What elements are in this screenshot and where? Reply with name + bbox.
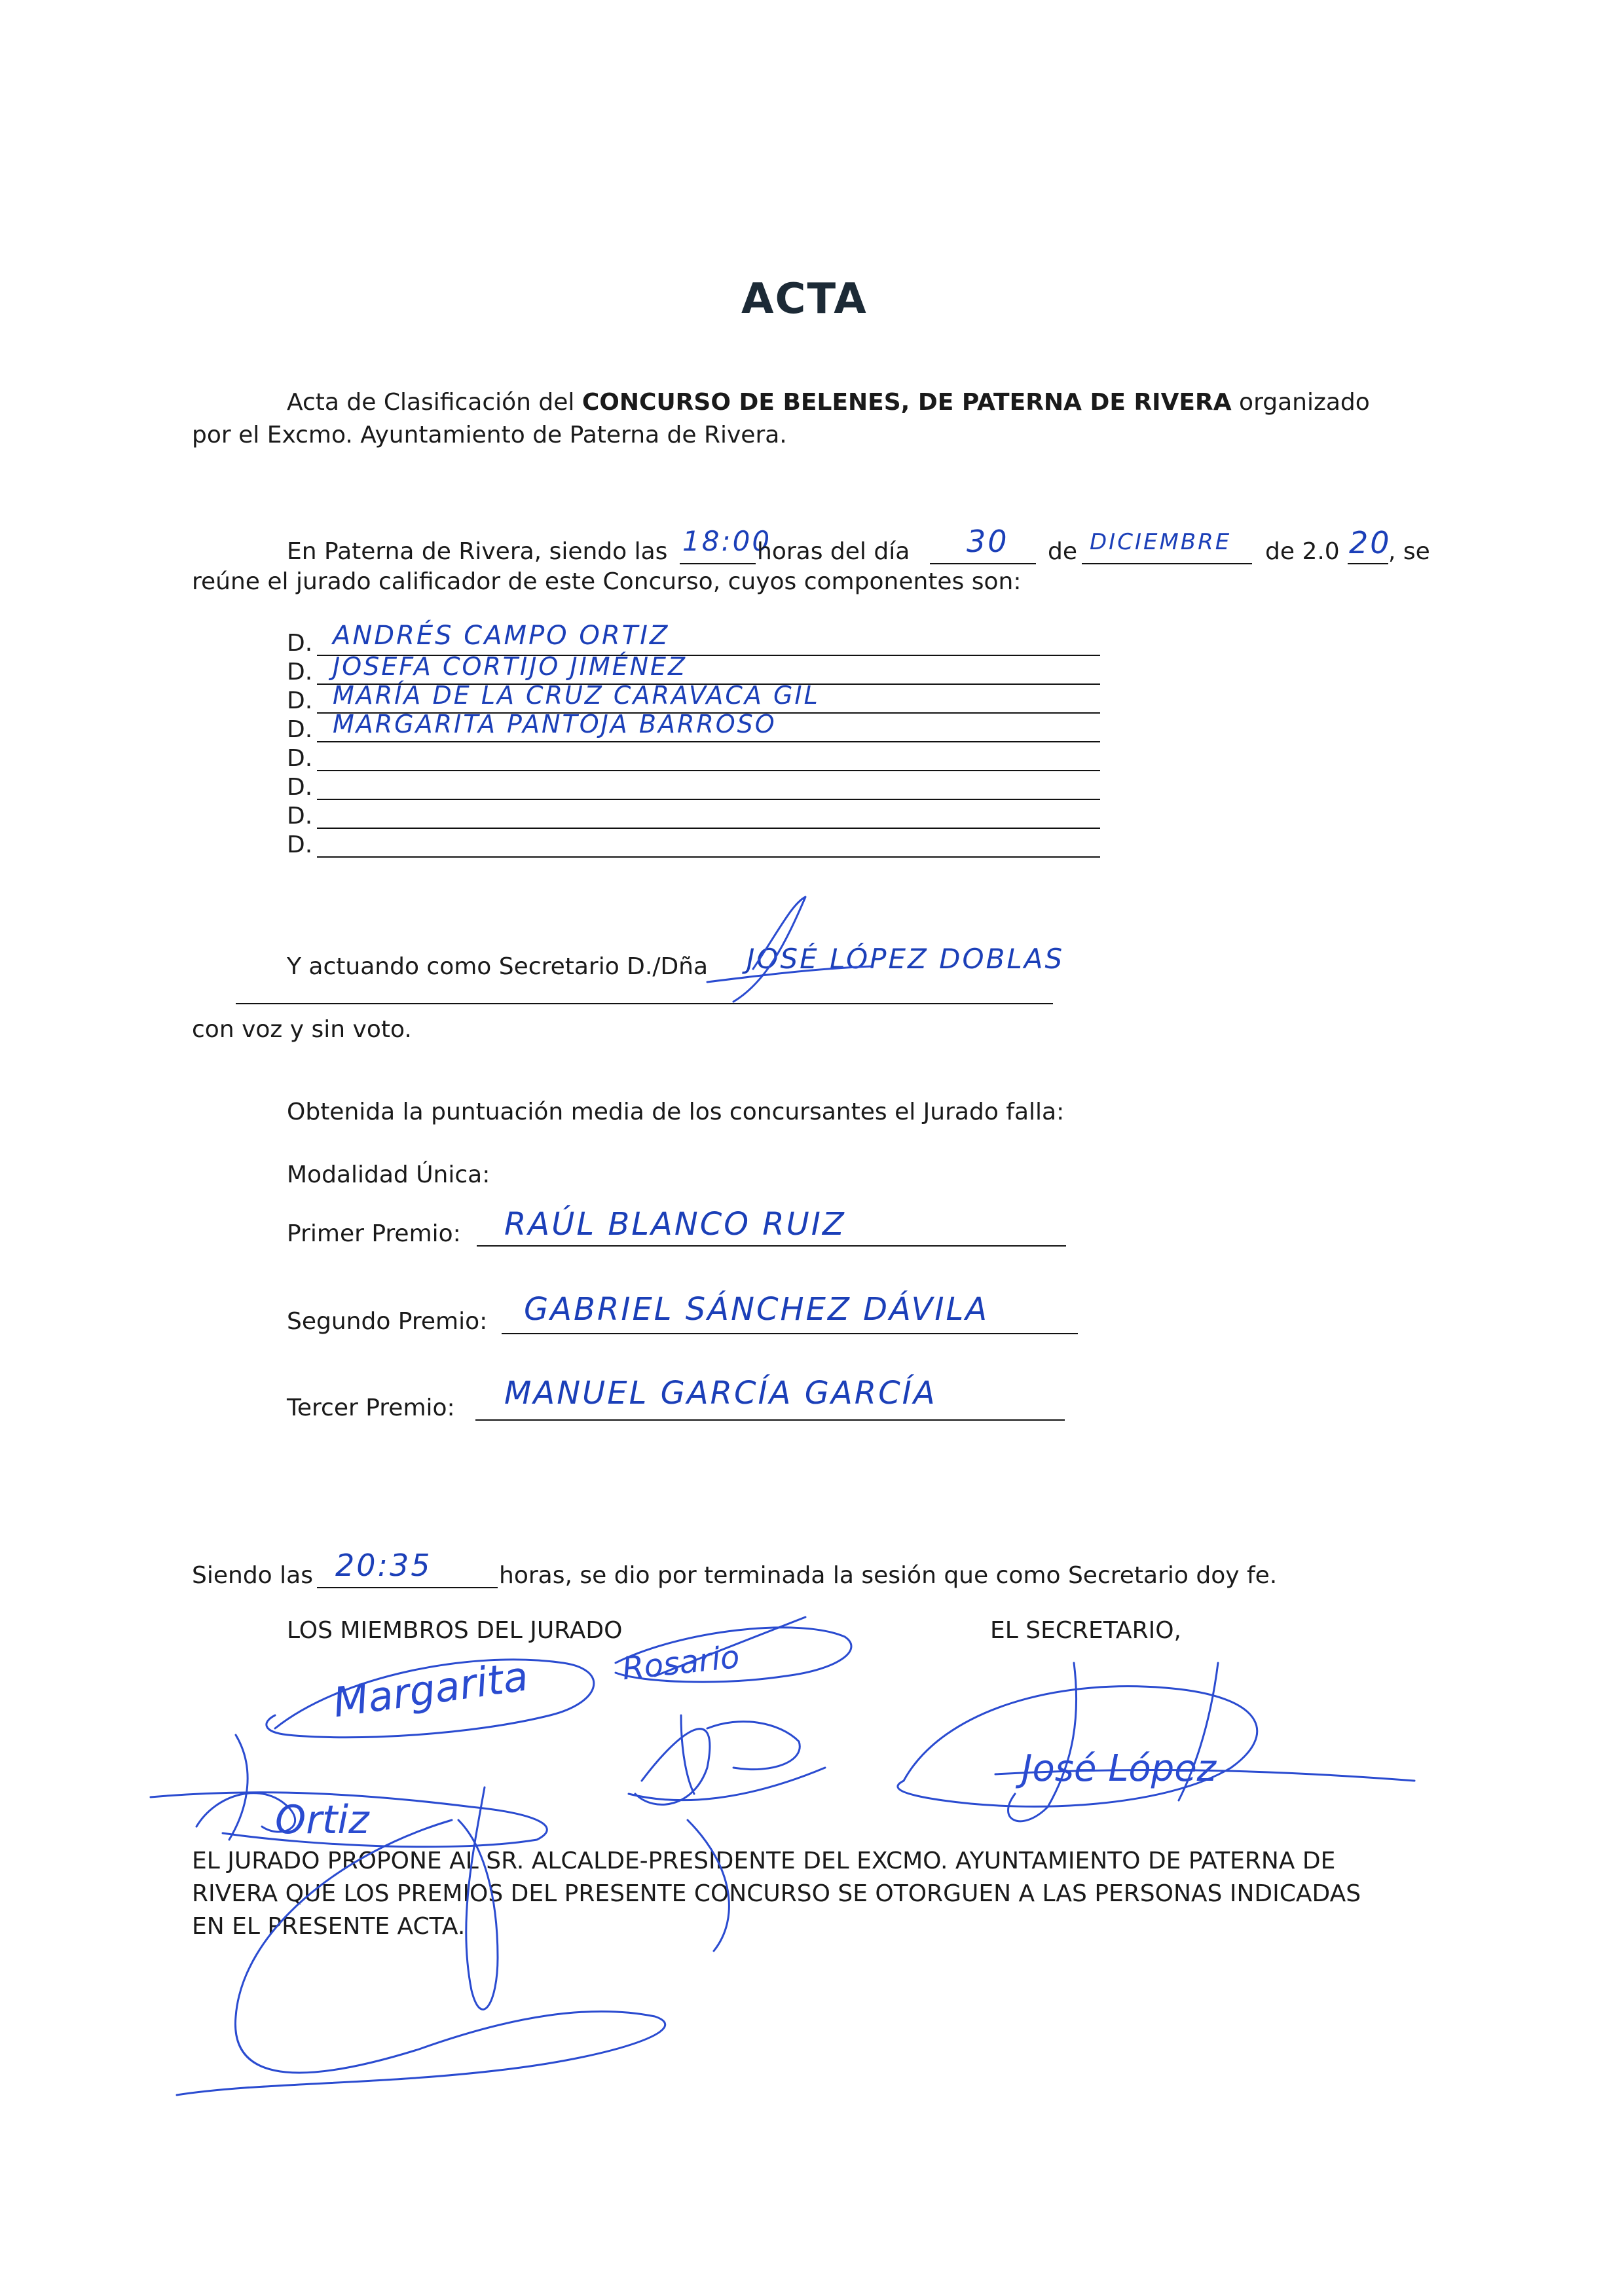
second-prize-name: GABRIEL SÁNCHEZ DÁVILA [524, 1291, 989, 1328]
secretary-sign-label: EL SECRETARIO, [990, 1617, 1181, 1644]
member-prefix-5: D. [287, 745, 313, 772]
hour-value: 18:00 [682, 525, 772, 557]
member-prefix-4: D. [287, 716, 313, 743]
member-name-1: ANDRÉS CAMPO ORTIZ [333, 621, 670, 651]
day-field-line [930, 563, 1036, 564]
meeting-line-2: reúne el jurado calificador de este Concurso, cuyos componentes son: [192, 568, 1022, 595]
intro-suffix: organizado [1231, 389, 1370, 416]
secretary-label: Y actuando como Secretario D./Dña [287, 953, 709, 980]
signature-maria [629, 1715, 825, 1804]
member-prefix-3: D. [287, 687, 313, 714]
member-name-4: MARGARITA PANTOJA BARROSO [333, 710, 777, 738]
closing-text-1: Siendo las [192, 1562, 313, 1589]
day-value: 30 [967, 524, 1009, 559]
svg-text:Rosario: Rosario [620, 1638, 741, 1688]
second-prize-label: Segundo Premio: [287, 1308, 488, 1335]
secretary-line [236, 1003, 1053, 1004]
third-prize-label: Tercer Premio: [287, 1394, 455, 1421]
first-prize-label: Primer Premio: [287, 1220, 461, 1247]
signature-margarita [267, 1652, 594, 1737]
member-line-5 [317, 770, 1100, 771]
member-prefix-2: D. [287, 659, 313, 685]
first-prize-line [477, 1245, 1066, 1247]
first-prize-name: RAÚL BLANCO RUIZ [504, 1206, 846, 1243]
signature-rosario [616, 1617, 851, 1687]
end-time-line [317, 1587, 498, 1588]
member-prefix-7: D. [287, 803, 313, 829]
meeting-text-4: de 2.0 [1265, 538, 1340, 565]
member-line-8 [317, 856, 1100, 858]
svg-text:José López: José López [1022, 1747, 1217, 1790]
hour-field-line [680, 563, 756, 564]
secretary-name: JOSÉ LÓPEZ DOBLAS [747, 943, 1065, 975]
member-prefix-8: D. [287, 831, 313, 858]
contest-name: CONCURSO DE BELENES, DE PATERNA DE RIVERA [581, 389, 1232, 416]
modality-label: Modalidad Única: [287, 1161, 490, 1188]
voice-note: con voz y sin voto. [192, 1016, 412, 1043]
second-prize-line [502, 1333, 1078, 1334]
member-name-3: MARÍA DE LA CRUZ CARAVACA GIL [333, 681, 820, 710]
member-line-7 [317, 828, 1100, 829]
meeting-text-5: , se [1388, 538, 1430, 565]
member-line-6 [317, 799, 1100, 800]
intro-line-2: por el Excmo. Ayuntamiento de Paterna de Rivera. [192, 422, 787, 448]
signature-secretary [898, 1663, 1414, 1821]
year-field-line [1348, 563, 1388, 564]
meeting-text-3: de [1048, 538, 1077, 565]
proposal-line-2: RIVERA QUE LOS PREMIOS DEL PRESENTE CONCURSO SE OTORGUEN A LAS PERSONAS INDICADAS [192, 1880, 1361, 1907]
end-time-value: 20:35 [335, 1548, 432, 1583]
month-value: DICIEMBRE [1090, 529, 1232, 555]
svg-text:Ortiz: Ortiz [275, 1797, 369, 1843]
closing-text-2: horas, se dio por terminada la sesión que como Secretario doy fe. [499, 1562, 1278, 1589]
document-title: ACTA [741, 275, 868, 323]
proposal-line-1: EL JURADO PROPONE AL SR. ALCALDE-PRESIDENTE DEL EXCMO. AYUNTAMIENTO DE PATERNA DE [192, 1848, 1336, 1874]
intro-line-1 [287, 388, 1370, 418]
intro-prefix: Acta de Clasificación del [287, 389, 582, 416]
month-field-line [1082, 563, 1252, 564]
member-prefix-6: D. [287, 774, 313, 801]
member-name-2: JOSEFA CORTIJO JIMÉNEZ [333, 652, 688, 681]
member-prefix-1: D. [287, 630, 313, 657]
member-line-4 [317, 741, 1100, 742]
proposal-line-3: EN EL PRESENTE ACTA. [192, 1913, 466, 1940]
signature-andres [151, 1735, 547, 1847]
results-intro: Obtenida la puntuación media de los concursantes el Jurado falla: [287, 1099, 1065, 1125]
third-prize-name: MANUEL GARCÍA GARCÍA [504, 1375, 937, 1412]
year-suffix-value: 20 [1349, 525, 1392, 560]
meeting-text-1: En Paterna de Rivera, siendo las [287, 538, 668, 565]
third-prize-line [475, 1419, 1065, 1421]
jury-label: LOS MIEMBROS DEL JURADO [287, 1617, 623, 1644]
meeting-text-2: horas del día [757, 538, 910, 565]
svg-text:Margarita: Margarita [330, 1652, 531, 1727]
